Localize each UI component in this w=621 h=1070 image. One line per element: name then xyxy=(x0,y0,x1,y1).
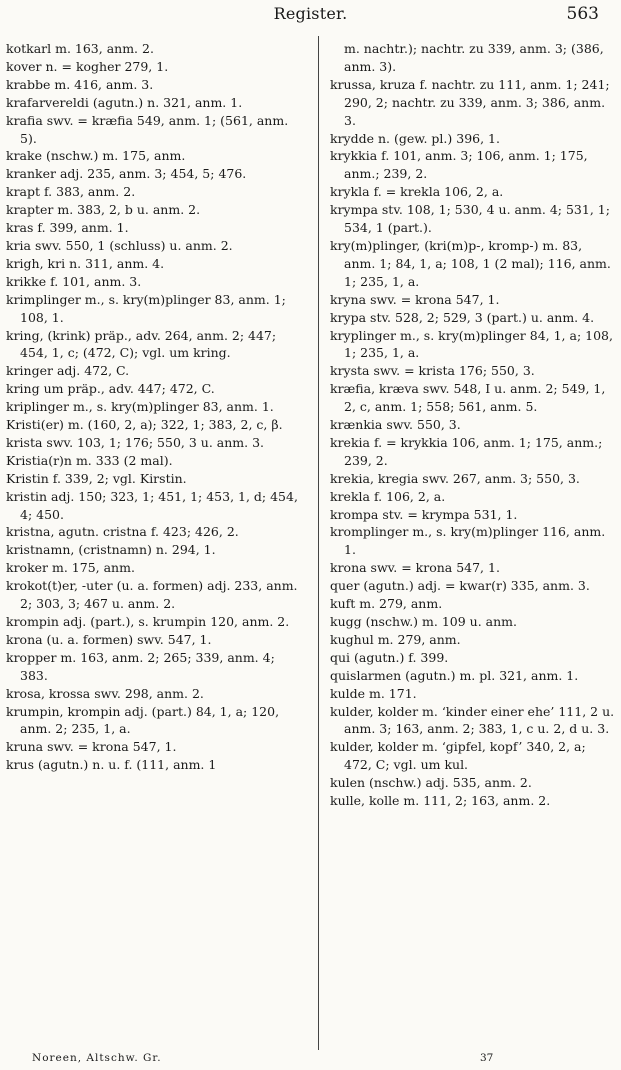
index-entry: kria swv. 550, 1 (schluss) u. anm. 2. xyxy=(6,237,233,253)
index-entry: kring, (krink) präp., adv. 264, anm. 2; 447; 454, 1, c; (472, C); vgl. um kring. xyxy=(6,327,277,361)
signature-mark: 37 xyxy=(480,1052,494,1064)
index-entry: krona (u. a. formen) swv. 547, 1. xyxy=(6,631,212,647)
index-entry: kristna, agutn. cristna f. 423; 426, 2. xyxy=(6,524,239,540)
index-entry: kriplinger m., s. kry(m)plinger 83, anm. 1. xyxy=(6,399,274,415)
index-entry: kulde m. 171. xyxy=(330,685,417,701)
index-entry: krokot(t)er, -uter (u. a. formen) adj. 233, anm. 2; 303, 3; 467 u. anm. 2. xyxy=(6,578,298,612)
index-entry: krompin adj. (part.), s. krumpin 120, anm. 2. xyxy=(6,614,290,629)
index-entry: krussa, kruza f. nachtr. zu 111, anm. 1; 241; 290, 2; nachtr. zu 339, anm. 3; 386, anm. 3. xyxy=(330,76,610,128)
index-entry: krykkia f. 101, anm. 3; 106, anm. 1; 175, anm.; 239, 2. xyxy=(330,148,588,182)
index-entry: kræfia, kræva swv. 548, I u. anm. 2; 549, 1, 2, c, anm. 1; 558; 561, anm. 5. xyxy=(330,381,606,415)
index-entry: krænkia swv. 550, 3. xyxy=(330,417,461,433)
page-title: Register. xyxy=(273,4,348,23)
index-entry: kuft m. 279, anm. xyxy=(330,596,443,612)
index-entry: kover n. = kogher 279, 1. xyxy=(6,58,169,74)
index-entry: kry(m)plinger, (kri(m)p-, kromp-) m. 83, anm. 1; 84, 1, a; 108, 1 (2 mal); 116, anm. 1; 235, 1, a. xyxy=(330,237,611,289)
index-entry: krapter m. 383, 2, b u. anm. 2. xyxy=(6,202,201,218)
index-entry: krompa stv. = krympa 531, 1. xyxy=(330,506,518,522)
index-entry: m. nachtr.); nachtr. zu 339, anm. 3; (386, anm. 3). xyxy=(344,41,604,74)
index-entry: krekla f. 106, 2, a. xyxy=(330,488,446,504)
index-entry: krykla f. = krekla 106, 2, a. xyxy=(330,184,504,200)
publisher-line: Noreen, Altschw. Gr. xyxy=(32,1052,162,1064)
index-entry: krekia, kregia swv. 267, anm. 3; 550, 3. xyxy=(330,470,580,486)
index-entry: krikke f. 101, anm. 3. xyxy=(6,273,142,289)
index-entry: krus (agutn.) n. u. f. (111, anm. 1 xyxy=(6,757,217,773)
index-entry: kulen (nschw.) adj. 535, anm. 2. xyxy=(330,775,532,791)
index-entry: kringer adj. 472, C. xyxy=(6,363,130,379)
index-entry: kras f. 399, anm. 1. xyxy=(6,220,129,236)
index-entry: kulder, kolder m. ‘gipfel, kopf’ 340, 2, a; 472, C; vgl. um kul. xyxy=(330,739,586,773)
index-entry: Kristi(er) m. (160, 2, a); 322, 1; 383, 2, c, β. xyxy=(6,417,283,433)
index-entry: kruna swv. = krona 547, 1. xyxy=(6,739,177,755)
index-entry: krista swv. 103, 1; 176; 550, 3 u. anm. 3. xyxy=(6,434,264,450)
index-entry: kring um präp., adv. 447; 472, C. xyxy=(6,381,215,397)
page-footer xyxy=(0,1052,621,1068)
index-entry: kulle, kolle m. 111, 2; 163, anm. 2. xyxy=(330,793,551,809)
index-entry: krosa, krossa swv. 298, anm. 2. xyxy=(6,685,204,701)
index-entry: quislarmen (agutn.) m. pl. 321, anm. 1. xyxy=(330,667,579,683)
index-entry: krekia f. = krykkia 106, anm. 1; 175, anm.; 239, 2. xyxy=(330,434,603,468)
index-entry: kryplinger m., s. kry(m)plinger 84, 1, a; 108, 1; 235, 1, a. xyxy=(330,327,613,361)
index-entry: kromplinger m., s. kry(m)plinger 116, anm. 1. xyxy=(330,524,606,558)
index-entry: kristin adj. 150; 323, 1; 451, 1; 453, 1, d; 454, 4; 450. xyxy=(6,488,298,522)
index-entry: krysta swv. = krista 176; 550, 3. xyxy=(330,363,535,379)
index-entry: krypa stv. 528, 2; 529, 3 (part.) u. anm. 4. xyxy=(330,309,595,325)
index-entry: kranker adj. 235, anm. 3; 454, 5; 476. xyxy=(6,166,247,182)
index-entry: kulder, kolder m. ‘kinder einer ehe’ 111, 2 u. anm. 3; 163, anm. 2; 383, 1, c u. 2, d u. 3. xyxy=(330,703,615,737)
index-entry: kugg (nschw.) m. 109 u. anm. xyxy=(330,614,517,629)
index-entry: krydde n. (gew. pl.) 396, 1. xyxy=(330,130,500,146)
index-entry: krigh, kri n. 311, anm. 4. xyxy=(6,255,165,271)
left-column xyxy=(6,40,302,774)
index-entry: Kristia(r)n m. 333 (2 mal). xyxy=(6,452,173,468)
index-entry: kristnamn, (cristnamn) n. 294, 1. xyxy=(6,542,216,558)
index-entry: krapt f. 383, anm. 2. xyxy=(6,184,136,200)
index-entry: kryna swv. = krona 547, 1. xyxy=(330,291,500,307)
page-number: 563 xyxy=(566,4,599,24)
index-entry: quer (agutn.) adj. = kwar(r) 335, anm. 3. xyxy=(330,578,590,594)
index-entry: krympa stv. 108, 1; 530, 4 u. anm. 4; 531, 1; 534, 1 (part.). xyxy=(330,202,610,236)
index-entry: krona swv. = krona 547, 1. xyxy=(330,560,500,576)
index-entry: kropper m. 163, anm. 2; 265; 339, anm. 4; 383. xyxy=(6,649,275,683)
index-entry: kotkarl m. 163, anm. 2. xyxy=(6,41,154,56)
right-column xyxy=(330,40,616,810)
index-entry: krimplinger m., s. kry(m)plinger 83, anm. 1; 108, 1. xyxy=(6,291,286,325)
index-entry: krumpin, krompin adj. (part.) 84, 1, a; 120, anm. 2; 235, 1, a. xyxy=(6,703,280,737)
index-entry: krafia swv. = kræfia 549, anm. 1; (561, anm. 5). xyxy=(6,112,289,146)
index-entry: kughul m. 279, anm. xyxy=(330,631,461,647)
index-entry: krafarvereldi (agutn.) n. 321, anm. 1. xyxy=(6,94,243,110)
index-entry: Kristin f. 339, 2; vgl. Kirstin. xyxy=(6,470,187,486)
index-entry: qui (agutn.) f. 399. xyxy=(330,649,449,665)
column-divider xyxy=(318,36,319,1050)
page-header xyxy=(0,4,621,28)
index-entry: krake (nschw.) m. 175, anm. xyxy=(6,148,186,164)
index-entry: kroker m. 175, anm. xyxy=(6,560,135,576)
index-entry: krabbe m. 416, anm. 3. xyxy=(6,76,154,92)
